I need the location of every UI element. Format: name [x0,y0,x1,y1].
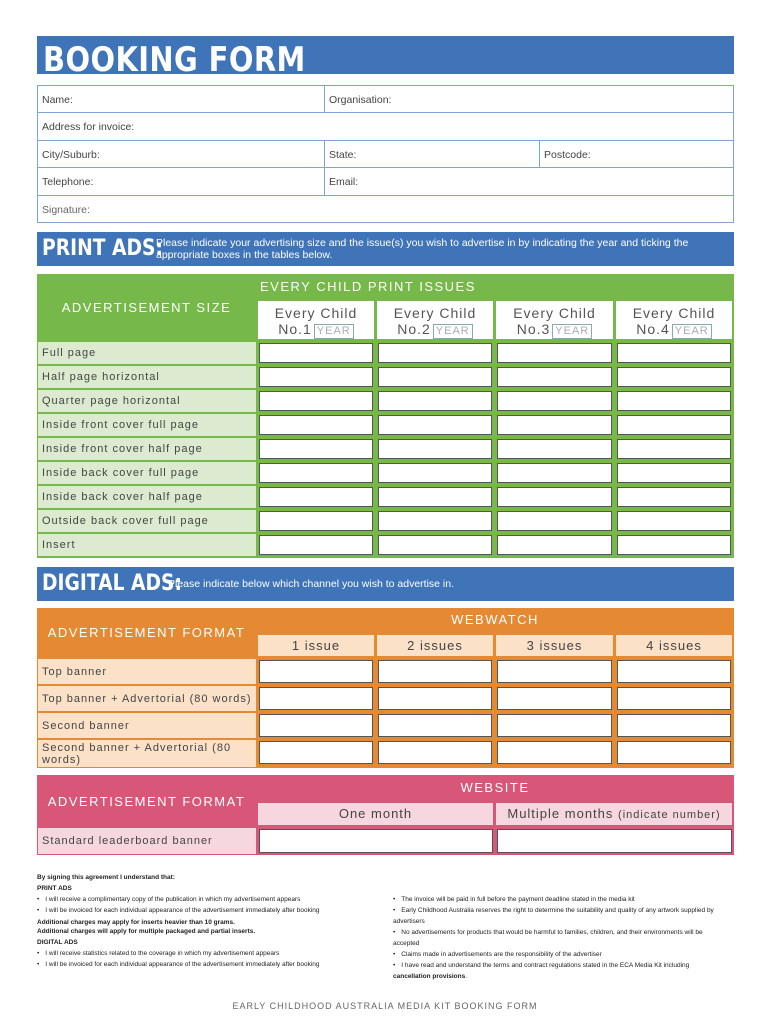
webwatch-col-3: 3 issues [495,634,614,657]
webwatch-checkbox[interactable] [378,714,492,737]
print-checkbox[interactable] [617,463,731,483]
webwatch-checkbox[interactable] [259,660,373,683]
terms-right [393,894,723,982]
issue-col-2 [376,300,494,340]
print-issues-header [256,279,734,297]
print-checkbox[interactable] [259,535,373,555]
title-bar [37,36,734,80]
webwatch-row-label: Second banner + Advertorial (80 words) [38,740,256,767]
webwatch-checkbox[interactable] [497,660,612,683]
address-field[interactable] [37,112,734,141]
print-checkbox[interactable] [497,439,612,459]
digital-ads-heading: DIGITAL ADS: [42,571,182,596]
print-checkbox[interactable] [497,415,612,435]
webwatch-col-4: 4 issues [615,634,733,657]
terms-print-heading: PRINT ADS [37,885,72,892]
print-row-label: Quarter page horizontal [38,390,256,412]
terms-right-item: • No advertisements for products that would be harmful to families, children, and their environments will be accepted [393,927,723,949]
print-checkbox[interactable] [259,367,373,387]
print-checkbox[interactable] [497,367,612,387]
organisation-field[interactable] [324,85,734,113]
print-row-label: Half page horizontal [38,366,256,388]
print-row-label: Insert [38,534,256,556]
print-checkbox[interactable] [259,415,373,435]
issue-4-year-input[interactable]: YEAR [672,324,712,339]
website-col-one-month: One month [257,802,494,826]
terms-right-item-last [393,960,723,982]
webwatch-checkbox[interactable] [497,741,612,764]
issue-4-line2: No.4 [636,321,670,337]
terms-digital-item: • I will receive statistics related to the coverage in which my advertisement appears [37,948,372,959]
terms-right-item: • Claims made in advertisements are the responsibility of the advertiser [393,949,723,960]
issue-2-line1: Every Child [393,305,477,321]
page-footer: EARLY CHILDHOOD AUSTRALIA MEDIA KIT BOOKING FORM [232,1001,538,1011]
issue-col-4 [615,300,733,340]
name-label: Name: [42,94,73,106]
print-checkbox[interactable] [378,367,492,387]
print-checkbox[interactable] [378,463,492,483]
website-channel-label: WEBSITE [460,780,530,795]
terms-right-item: • The invoice will be paid in full before the payment deadline stated in the media kit [393,894,723,905]
issue-1-line2: No.1 [278,321,312,337]
webwatch-checkbox[interactable] [617,687,731,710]
terms-print-item: • I will receive a complimentary copy of the publication in which my advertisement appears [37,894,372,905]
webwatch-checkbox[interactable] [259,687,373,710]
webwatch-row-label: Top banner [38,659,256,684]
print-checkbox[interactable] [378,511,492,531]
terms-left [37,872,372,970]
issue-col-1 [257,300,375,340]
terms-last-bold: cancellation provisions [393,973,466,980]
terms-right-item: • Early Childhood Australia reserves the right to determine the suitability and quality of any artwork supplied by advertisers [393,905,723,927]
email-label: Email: [329,176,359,188]
webwatch-checkbox[interactable] [378,741,492,764]
print-checkbox[interactable] [617,439,731,459]
website-channel-header [256,780,734,800]
print-checkbox[interactable] [378,415,492,435]
postcode-field[interactable] [539,140,734,168]
print-checkbox[interactable] [378,439,492,459]
webwatch-row-label: Top banner + Advertorial (80 words) [38,686,256,711]
print-row-label: Inside front cover half page [38,438,256,460]
print-checkbox[interactable] [497,343,612,363]
issue-3-line1: Every Child [513,305,596,321]
print-checkbox[interactable] [497,535,612,555]
advertisement-size-header [37,274,256,340]
print-row-label: Full page [38,342,256,364]
print-checkbox[interactable] [259,439,373,459]
webwatch-checkbox[interactable] [617,741,731,764]
website-multiple-months-input[interactable] [497,829,732,853]
state-field[interactable] [324,140,540,168]
multiple-months-note: (indicate number) [618,809,721,821]
telephone-field[interactable] [37,167,325,196]
webwatch-checkbox[interactable] [259,714,373,737]
print-row-label: Inside back cover half page [38,486,256,508]
website-format-label: ADVERTISEMENT FORMAT [47,794,246,809]
terms-intro: By signing this agreement I understand that: [37,874,175,881]
webwatch-col-1: 1 issue [257,634,375,657]
issue-1-line1: Every Child [274,305,358,321]
print-checkbox[interactable] [259,463,373,483]
print-checkbox[interactable] [617,343,731,363]
print-checkbox[interactable] [617,415,731,435]
address-label: Address for invoice: [42,121,135,133]
print-checkbox[interactable] [378,391,492,411]
webwatch-col-2: 2 issues [376,634,494,657]
print-ads-bar [37,232,734,266]
issue-2-year-input[interactable]: YEAR [433,324,473,339]
advertisement-size-label: ADVERTISEMENT SIZE [61,299,232,315]
webwatch-channel-label: WEBWATCH [451,612,539,627]
print-checkbox[interactable] [378,535,492,555]
website-one-month-checkbox[interactable] [259,829,493,853]
print-checkbox[interactable] [497,487,612,507]
print-checkbox[interactable] [259,391,373,411]
print-checkbox[interactable] [378,343,492,363]
webwatch-checkbox[interactable] [497,714,612,737]
signature-field[interactable] [37,195,734,223]
issue-3-year-input[interactable]: YEAR [552,324,592,339]
webwatch-checkbox[interactable] [617,660,731,683]
issue-2-line2: No.2 [397,321,431,337]
webwatch-format-header [37,608,256,657]
webwatch-checkbox[interactable] [378,687,492,710]
terms-digital-heading: DIGITAL ADS [37,939,78,946]
organisation-label: Organisation: [329,94,392,106]
issue-3-line2: No.3 [516,321,551,337]
print-ads-description: Please indicate your advertising size and the issue(s) you wish to advertise in by indicating the year and ticking the appropriate boxes in the tables below. [156,237,689,261]
webwatch-channel-header [256,612,734,632]
signature-label: Signature: [42,204,90,216]
print-checkbox[interactable] [617,511,731,531]
print-checkbox[interactable] [617,391,731,411]
print-checkbox[interactable] [617,535,731,555]
terms-last-post: . [465,973,468,980]
postcode-label: Postcode: [544,149,591,161]
terms-digital-item: • I will be invoiced for each individual appearance of the advertisement immediately after booking [37,959,372,970]
webwatch-checkbox[interactable] [259,741,373,764]
print-row-label: Outside back cover full page [38,510,256,532]
print-checkbox[interactable] [497,391,612,411]
webwatch-checkbox[interactable] [378,660,492,683]
terms-last-pre: I have read and understand the terms and contract regulations stated in the ECA Media Kit including [401,962,690,969]
print-row-label: Inside back cover full page [38,462,256,484]
terms-charges-1: Additional charges may apply for inserts heavier than 10 grams. [37,919,235,926]
state-label: State: [329,149,357,161]
webwatch-checkbox[interactable] [617,714,731,737]
issue-col-3 [495,300,614,340]
print-checkbox[interactable] [378,487,492,507]
website-col-multiple-months [495,802,733,826]
page-title: BOOKING FORM [43,40,306,80]
digital-ads-description: Please indicate below which channel you wish to advertise in. [168,578,454,590]
print-checkbox[interactable] [259,511,373,531]
website-format-header [37,775,256,828]
print-row-label: Inside front cover full page [38,414,256,436]
print-checkbox[interactable] [617,367,731,387]
multiple-months-label: Multiple months [507,806,614,821]
print-checkbox[interactable] [259,343,373,363]
terms-print-item: • I will be invoiced for each individual appearance of the advertisement immediately after booking [37,905,372,916]
print-checkbox[interactable] [497,463,612,483]
issue-4-line1: Every Child [632,305,716,321]
city-field[interactable] [37,140,325,168]
name-field[interactable] [37,85,325,113]
telephone-label: Telephone: [42,176,94,188]
print-issues-label: EVERY CHILD PRINT ISSUES [260,279,476,294]
print-checkbox[interactable] [497,511,612,531]
print-checkbox[interactable] [259,487,373,507]
digital-ads-bar [37,567,734,601]
issue-1-year-input[interactable]: YEAR [314,324,354,339]
email-field[interactable] [324,167,734,196]
website-row-label: Standard leaderboard banner [38,828,256,854]
city-label: City/Suburb: [42,149,100,161]
print-ads-heading: PRINT ADS: [42,236,163,261]
webwatch-checkbox[interactable] [497,687,612,710]
webwatch-row-label: Second banner [38,713,256,738]
webwatch-format-label: ADVERTISEMENT FORMAT [47,625,246,640]
print-checkbox[interactable] [617,487,731,507]
terms-charges-2: Additional charges will apply for multiple packaged and partial inserts. [37,928,256,935]
